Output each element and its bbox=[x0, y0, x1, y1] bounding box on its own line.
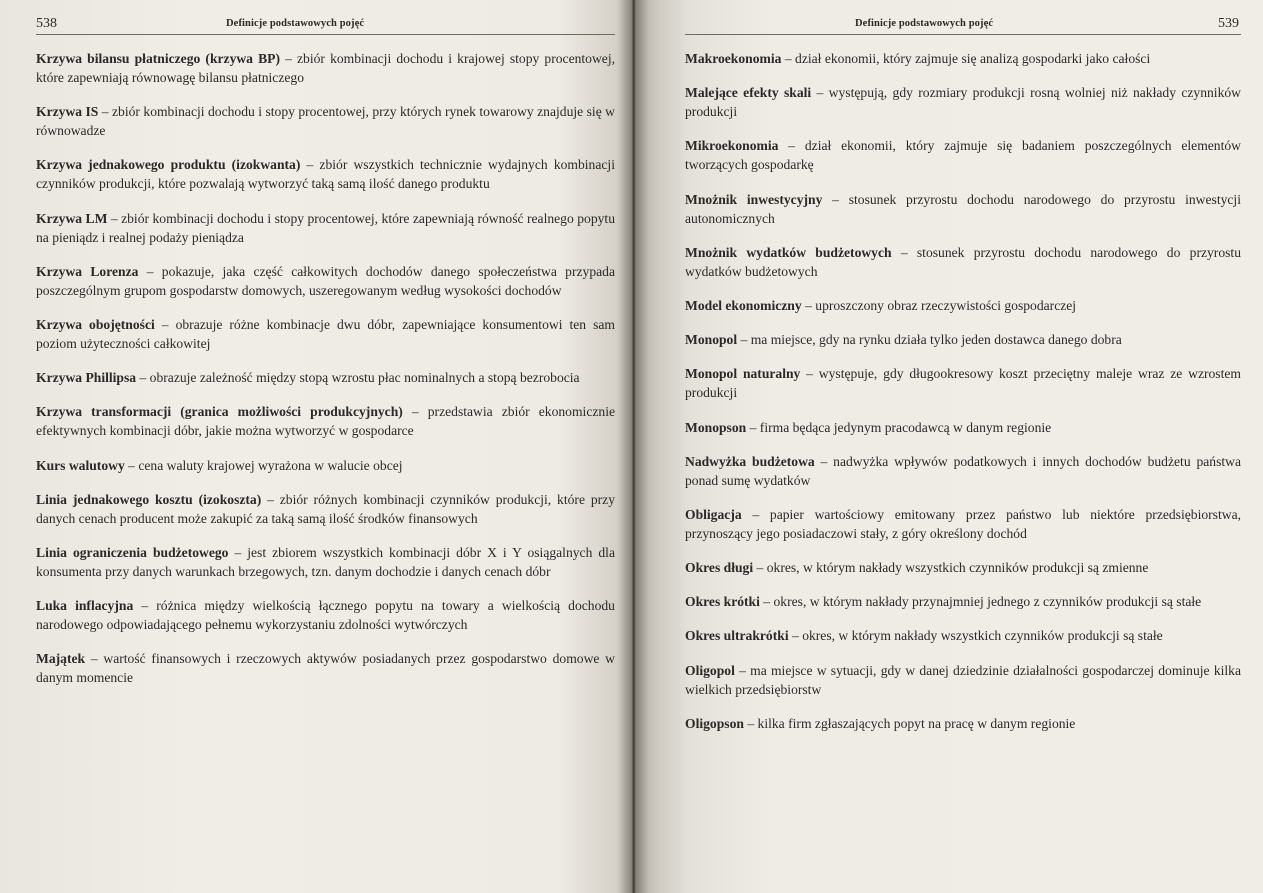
glossary-definition: – występuje, gdy długookresowy koszt przeciętny maleje wraz ze wzrostem produkcji bbox=[685, 366, 1241, 401]
glossary-definition: – ma miejsce, gdy na rynku działa tylko jeden dostawca danego dobra bbox=[737, 332, 1122, 348]
glossary-entry bbox=[685, 661, 1241, 699]
glossary-term: Mikroekonomia bbox=[685, 138, 779, 154]
glossary-entry bbox=[36, 402, 615, 440]
glossary-term: Kurs walutowy bbox=[36, 457, 125, 473]
glossary-definition: – uproszczony obraz rzeczywistości gospodarczej bbox=[801, 297, 1077, 313]
glossary-definition: – zbiór kombinacji dochodu i stopy procentowej, przy których rynek towarowy znajduje się w równowadze bbox=[36, 104, 615, 139]
glossary-definition: – różnica między wielkością łącznego popytu na towary a wielkością dochodu narodowego odpowiadającego pełnemu wykorzystaniu zdolności wytwórczych bbox=[36, 598, 615, 633]
glossary-term: Mnożnik wydatków budżetowych bbox=[685, 244, 892, 260]
glossary-definition: – okres, w którym nakłady przynajmniej jednego z czynników produkcji są stałe bbox=[759, 594, 1202, 610]
glossary-entry bbox=[36, 543, 615, 581]
glossary-term: Oligopson bbox=[685, 715, 744, 731]
glossary-entry bbox=[685, 505, 1241, 543]
glossary-term: Oligopol bbox=[685, 662, 735, 678]
glossary-definition: – jest zbiorem wszystkich kombinacji dóbr X i Y osiągalnych dla konsumenta przy danych warunkach brzegowych, tzn. danym dochodzie i danych cenach dóbr bbox=[36, 544, 615, 579]
glossary-definition: – papier wartościowy emitowany przez państwo lub niektóre przedsiębiorstwa, przynoszący jego posiadaczowi stały, z góry określony dochód bbox=[685, 506, 1241, 541]
glossary-entry bbox=[36, 596, 615, 634]
glossary-definition: – zbiór kombinacji dochodu i stopy procentowej, które zapewniają równość realnego popytu na pieniądz i realnej podaży pieniądza bbox=[36, 210, 615, 245]
glossary-definition: – obrazuje różne kombinacje dwu dóbr, zapewniające konsumentowi ten sam poziom użyteczności całkowitej bbox=[36, 316, 615, 351]
glossary-definition: – wartość finansowych i rzeczowych aktywów posiadanych przez gospodarstwo domowe w danym momencie bbox=[36, 651, 615, 686]
glossary-term: Linia ograniczenia budżetowego bbox=[36, 544, 229, 560]
glossary-entry bbox=[36, 209, 615, 247]
glossary-entry bbox=[685, 49, 1241, 68]
right-glossary-list bbox=[685, 49, 1241, 733]
right-running-head: Definicje podstawowych pojęć bbox=[855, 18, 994, 29]
glossary-entry bbox=[685, 83, 1241, 121]
glossary-term: Malejące efekty skali bbox=[685, 85, 812, 101]
glossary-entry bbox=[36, 262, 615, 300]
glossary-term: Krzywa obojętności bbox=[36, 316, 155, 332]
right-page-number: 539 bbox=[1218, 16, 1239, 31]
glossary-entry bbox=[36, 368, 615, 387]
glossary-definition: – firma będąca jedynym pracodawcą w danym regionie bbox=[746, 419, 1052, 435]
glossary-definition: – ma miejsce w sytuacji, gdy w danej dziedzinie działalności gospodarczej dominuje kilka wielkich przedsiębiorstw bbox=[685, 662, 1241, 697]
glossary-entry bbox=[685, 418, 1241, 437]
glossary-definition: – pokazuje, jaka część całkowitych dochodów danego społeczeństwa przypada poszczególnym grupom gospodarstw domowych, uszeregowanym według wysokości dochodów bbox=[36, 263, 615, 298]
right-page-header bbox=[685, 14, 1241, 35]
glossary-definition: – kilka firm zgłaszających popyt na pracę w danym regionie bbox=[743, 715, 1076, 731]
glossary-entry bbox=[685, 364, 1241, 402]
glossary-definition: – dział ekonomii, który zajmuje się badaniem poszczególnych elementów tworzących gospodarkę bbox=[685, 138, 1241, 173]
left-page-header bbox=[36, 14, 615, 35]
glossary-term: Nadwyżka budżetowa bbox=[685, 453, 815, 469]
glossary-term: Luka inflacyjna bbox=[36, 598, 134, 614]
glossary-definition: – zbiór wszystkich technicznie wydajnych kombinacji czynników produkcji, które pozwalają wytworzyć taką samą ilość danego produktu bbox=[36, 157, 615, 192]
glossary-entry bbox=[685, 714, 1241, 733]
glossary-term: Makroekonomia bbox=[685, 51, 782, 66]
glossary-entry bbox=[685, 452, 1241, 490]
glossary-definition: – okres, w którym nakłady wszystkich czynników produkcji są stałe bbox=[788, 628, 1163, 644]
glossary-definition: – stosunek przyrostu dochodu narodowego do przyrostu inwestycji autonomicznych bbox=[685, 191, 1241, 226]
glossary-entry bbox=[36, 649, 615, 687]
glossary-definition: – stosunek przyrostu dochodu narodowego do przyrostu wydatków budżetowych bbox=[685, 244, 1241, 279]
glossary-term: Linia jednakowego kosztu (izokoszta) bbox=[36, 491, 262, 507]
glossary-term: Krzywa Lorenza bbox=[36, 263, 139, 279]
glossary-entry bbox=[685, 190, 1241, 228]
glossary-entry bbox=[685, 626, 1241, 645]
glossary-definition: – cena waluty krajowej wyrażona w walucie obcej bbox=[124, 457, 403, 473]
glossary-definition: – przedstawia zbiór ekonomicznie efektywnych kombinacji dóbr, jakie można wytworzyć w gospodarce bbox=[36, 404, 615, 439]
glossary-term: Krzywa Phillipsa bbox=[36, 370, 137, 386]
glossary-term: Okres długi bbox=[685, 560, 754, 576]
glossary-term: Monopson bbox=[685, 419, 747, 435]
left-glossary-list bbox=[36, 49, 615, 687]
glossary-entry bbox=[685, 592, 1241, 611]
glossary-entry bbox=[36, 102, 615, 140]
glossary-term: Mnożnik inwestycyjny bbox=[685, 191, 823, 207]
glossary-term: Majątek bbox=[36, 651, 86, 667]
glossary-definition: – występują, gdy rozmiary produkcji rosną wolniej niż nakłady czynników produkcji bbox=[685, 85, 1241, 120]
glossary-entry bbox=[36, 315, 615, 353]
glossary-definition: – zbiór kombinacji dochodu i krajowej stopy procentowej, które zapewniają równowagę bilansu płatniczego bbox=[36, 51, 616, 85]
glossary-entry bbox=[36, 490, 615, 528]
left-running-head: Definicje podstawowych pojęć bbox=[226, 18, 365, 29]
glossary-term: Okres krótki bbox=[685, 594, 760, 610]
glossary-definition: – okres, w którym nakłady wszystkich czynników produkcji są zmienne bbox=[753, 560, 1149, 576]
glossary-entry bbox=[36, 155, 615, 193]
glossary-entry bbox=[685, 136, 1241, 174]
right-page bbox=[633, 0, 1263, 893]
glossary-term: Monopol naturalny bbox=[685, 366, 801, 382]
glossary-entry bbox=[36, 456, 615, 475]
glossary-definition: – zbiór różnych kombinacji czynników produkcji, które przy danych cenach producent może zakupić za taką samą ilość środków finansowych bbox=[36, 491, 615, 526]
glossary-term: Krzywa jednakowego produktu (izokwanta) bbox=[36, 157, 301, 173]
glossary-entry bbox=[36, 49, 615, 87]
glossary-term: Okres ultrakrótki bbox=[685, 628, 789, 644]
glossary-definition: – nadwyżka wpływów podatkowych i innych dochodów budżetu państwa ponad sumę wydatków bbox=[685, 453, 1241, 488]
glossary-term: Obligacja bbox=[685, 506, 742, 522]
glossary-term: Krzywa LM bbox=[36, 210, 108, 226]
glossary-term: Model ekonomiczny bbox=[685, 297, 802, 313]
glossary-term: Krzywa transformacji (granica możliwości produkcyjnych) bbox=[36, 404, 403, 420]
glossary-entry bbox=[685, 558, 1241, 577]
glossary-definition: – dział ekonomii, który zajmuje się analizą gospodarki jako całości bbox=[781, 51, 1151, 66]
glossary-term: Krzywa bilansu płatniczego (krzywa BP) bbox=[36, 51, 280, 66]
glossary-term: Monopol bbox=[685, 332, 738, 348]
glossary-entry bbox=[685, 330, 1241, 349]
glossary-term: Krzywa IS bbox=[36, 104, 99, 120]
glossary-entry bbox=[685, 296, 1241, 315]
glossary-entry bbox=[685, 243, 1241, 281]
left-page-number: 538 bbox=[36, 16, 57, 31]
glossary-definition: – obrazuje zależność między stopą wzrostu płac nominalnych a stopą bezrobocia bbox=[136, 370, 580, 386]
